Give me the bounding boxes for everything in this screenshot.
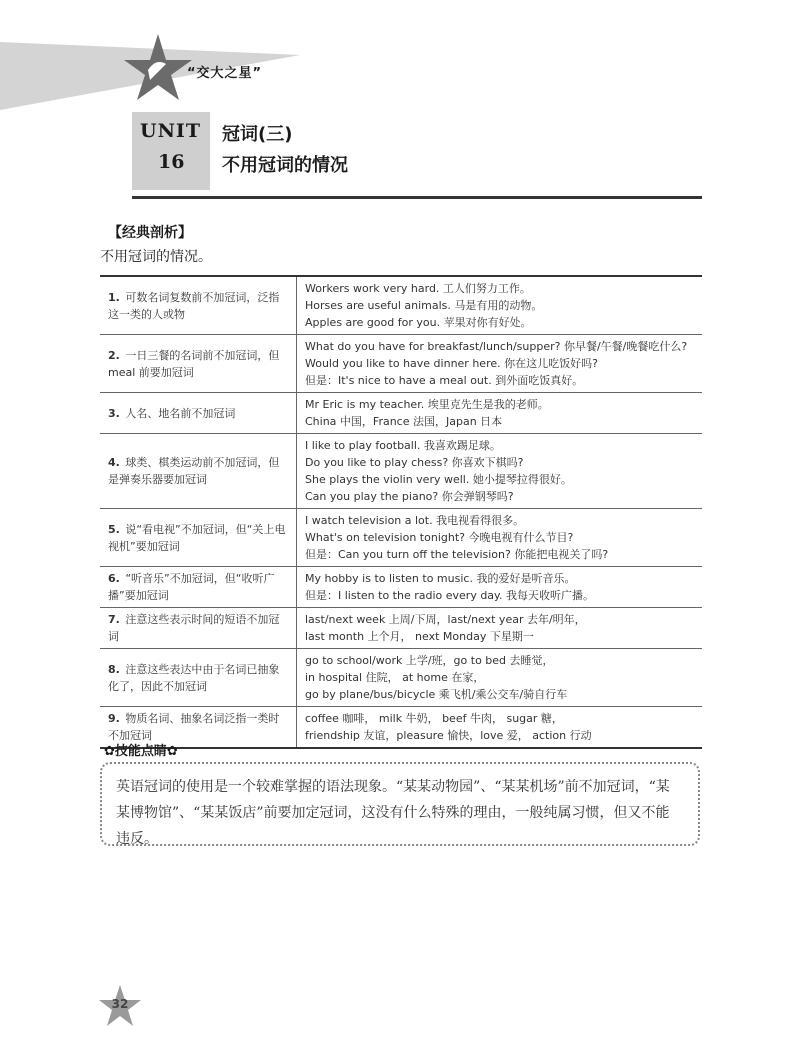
- rule-cell: [100, 567, 297, 608]
- rule-text: 一日三餐的名词前不加冠词，但meal 前要加冠词: [108, 348, 280, 379]
- rule-number: 8.: [108, 662, 120, 676]
- rule-number: 7.: [108, 613, 120, 626]
- table-row: [100, 567, 702, 608]
- example-line: Mr Eric is my teacher. 埃里克先生是我的老师。: [305, 398, 549, 411]
- examples-cell: [297, 276, 703, 335]
- rule-cell: [100, 608, 297, 649]
- example-line: 但是：I listen to the radio every day. 我每天收听广播。: [305, 589, 594, 602]
- example-line: What do you have for breakfast/lunch/supper? 你早餐/午餐/晚餐吃什么?: [305, 340, 688, 353]
- table-row: [100, 434, 702, 509]
- rule-cell: [100, 509, 297, 567]
- example-line: I like to play football. 我喜欢踢足球。: [305, 439, 501, 452]
- rule-text: 说“看电视”不加冠词，但“关上电视机”要加冠词: [108, 522, 286, 553]
- examples-cell: [297, 335, 703, 393]
- example-line: Do you like to play chess? 你喜欢下棋吗?: [305, 456, 524, 469]
- rule-number: 2.: [108, 348, 120, 362]
- section-intro: 不用冠词的情况。: [100, 249, 212, 265]
- examples-cell: [297, 608, 703, 649]
- rule-number: 5.: [108, 522, 120, 536]
- examples-cell: [297, 567, 703, 608]
- example-line: last month 上个月， next Monday 下星期一: [305, 630, 534, 643]
- rule-number: 9.: [108, 712, 120, 725]
- rule-cell: [100, 649, 297, 707]
- lesson-subtitle: 不用冠词的情况: [222, 155, 348, 176]
- example-line: go to school/work 上学/班，go to bed 去睡觉，: [305, 654, 554, 667]
- skill-text: 英语冠词的使用是一个较难掌握的语法现象。“某某动物园”、“某某机场”前不加冠词，“某某博物馆”、“某某饭店”前要加定冠词，这没有什么特殊的理由，一般纯属习惯，但又不能违反。: [116, 779, 670, 847]
- table-row: [100, 707, 702, 749]
- example-line: Would you like to have dinner here. 你在这儿吃饭好吗?: [305, 357, 598, 370]
- rule-cell: [100, 276, 297, 335]
- rule-number: 4.: [108, 456, 120, 469]
- star-logo-icon: [124, 34, 192, 100]
- rule-number: 6.: [108, 572, 120, 585]
- table-row: [100, 335, 702, 393]
- example-line: coffee 咖啡， milk 牛奶， beef 牛肉， sugar 糖，: [305, 712, 563, 725]
- examples-cell: [297, 434, 703, 509]
- examples-cell: [297, 707, 703, 749]
- rule-number: 1.: [108, 290, 120, 304]
- rule-text: 可数名词复数前不加冠词，泛指这一类的人或物: [108, 290, 280, 321]
- brand-name: “交大之星”: [187, 66, 263, 81]
- example-line: last/next week 上周/下周，last/next year 去年/明年，: [305, 613, 586, 626]
- rule-text: “听音乐”不加冠词，但“收听广播”要加冠词: [108, 572, 275, 602]
- example-line: China 中国，France 法国，Japan 日本: [305, 415, 503, 428]
- example-line: She plays the violin very well. 她小提琴拉得很好。: [305, 473, 572, 486]
- title-divider: [132, 196, 702, 199]
- page-number: 32: [111, 997, 129, 1011]
- examples-cell: [297, 649, 703, 707]
- example-line: Apples are good for you. 苹果对你有好处。: [305, 316, 532, 329]
- rule-text: 物质名词、抽象名词泛指一类时不加冠词: [108, 712, 280, 742]
- rule-cell: [100, 434, 297, 509]
- rule-cell: [100, 335, 297, 393]
- table-row: [100, 649, 702, 707]
- unit-word: UNIT: [140, 120, 201, 142]
- example-line: Horses are useful animals. 马是有用的动物。: [305, 299, 543, 312]
- example-line: Workers work very hard. 工人们努力工作。: [305, 282, 531, 295]
- example-line: go by plane/bus/bicycle 乘飞机/乘公交车/骑自行车: [305, 688, 568, 701]
- unit-number: 16: [158, 151, 185, 173]
- example-line: Can you play the piano? 你会弹钢琴吗?: [305, 490, 514, 503]
- example-line: My hobby is to listen to music. 我的爱好是听音乐。: [305, 572, 576, 585]
- lesson-title: 冠词(三): [222, 124, 293, 145]
- rule-cell: [100, 393, 297, 434]
- examples-cell: [297, 509, 703, 567]
- rule-number: 3.: [108, 406, 120, 420]
- rule-text: 注意这些表示时间的短语不加冠词: [108, 613, 280, 643]
- skill-heading: ✿技能点睛✿: [104, 744, 178, 759]
- example-line: 但是：Can you turn off the television? 你能把电视关了吗?: [305, 548, 609, 561]
- example-line: I watch television a lot. 我电视看得很多。: [305, 514, 525, 527]
- example-line: What's on television tonight? 今晚电视有什么节目?: [305, 531, 574, 544]
- table-row: [100, 393, 702, 434]
- examples-cell: [297, 393, 703, 434]
- rule-text: 球类、棋类运动前不加冠词，但是弹奏乐器要加冠词: [108, 456, 280, 486]
- rule-text: 注意这些表达中由于名词已抽象化了，因此不加冠词: [108, 662, 280, 693]
- header-banner: [0, 0, 800, 110]
- example-line: in hospital 住院， at home 在家，: [305, 671, 485, 684]
- rules-table: [100, 275, 702, 749]
- table-row: [100, 509, 702, 567]
- table-row: [100, 608, 702, 649]
- section-heading: 【经典剖析】: [108, 225, 192, 241]
- table-row: [100, 276, 702, 335]
- example-line: friendship 友谊，pleasure 愉快，love 爱， action 行动: [305, 729, 592, 742]
- rule-text: 人名、地名前不加冠词: [125, 406, 236, 420]
- example-line: 但是：It's nice to have a meal out. 到外面吃饭真好。: [305, 374, 584, 387]
